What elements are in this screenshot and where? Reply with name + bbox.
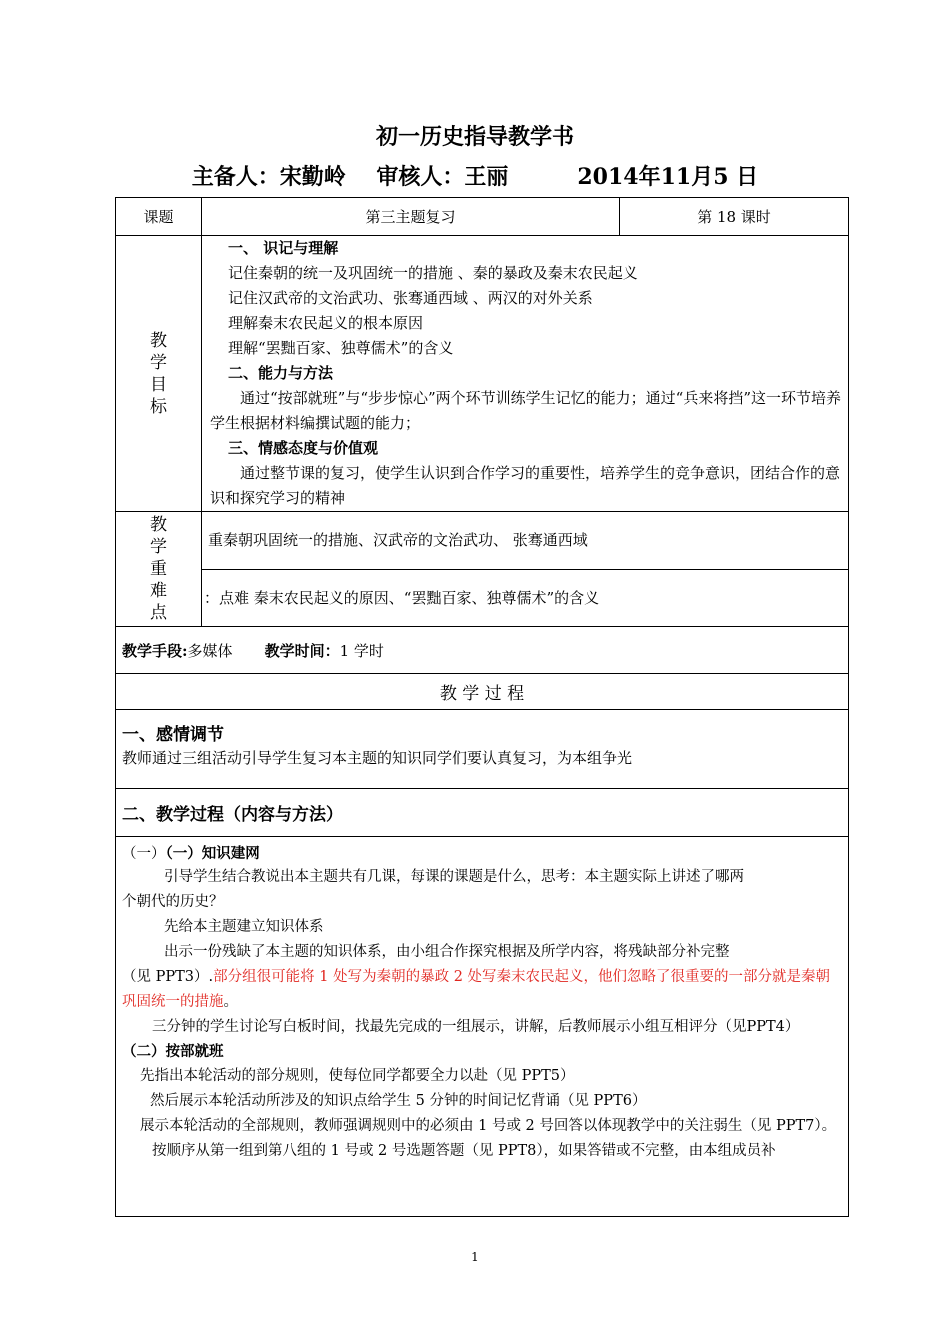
means-label: 教学手段: xyxy=(122,641,188,660)
para-1b: 个朝代的历史？ xyxy=(122,894,224,910)
goals-heading-3: 三、情感态度与价值观 xyxy=(228,439,379,457)
goals-line-2: 记住汉武帝的文治武功、张骞通西域 、两汉的对外关系 xyxy=(228,289,593,307)
goals-content xyxy=(202,236,849,512)
goals-line-3: 理解秦末农民起义的根本原因 xyxy=(228,314,424,332)
para-3b xyxy=(122,965,842,1015)
time-label: 教学时间： xyxy=(264,641,340,660)
topic-label: 课题 xyxy=(116,198,202,236)
goals-para-2: 通过“按部就班”与“步步惊心”两个环节训练学生记忆的能力；通过“兵来将挡”这一环节培养学生根据材料编撰试题的能力； xyxy=(210,389,842,432)
goals-para-3: 通过整节课的复习，使学生认识到合作学习的重要性，培养学生的竞争意识，团结合作的意识和探究学习的精神 xyxy=(210,464,841,507)
para-3b-text: （见 PPT3）. xyxy=(122,969,214,985)
topic-period: 第 18 课时 xyxy=(620,198,849,236)
difficult-points xyxy=(202,570,849,627)
section-1-body: 教师通过三组活动引导学生复习本主题的知识同学们要认真复习，为本组争光 xyxy=(122,749,633,767)
rule-3: 展示本轮活动的全部规则，教师强调规则中的必须由 1 号或 2 号回答以体现教学中的关注弱生（见 PPT7）。 xyxy=(140,1118,837,1134)
para-3-end: 。 xyxy=(223,994,238,1010)
topic-value: 第三主题复习 xyxy=(202,198,620,236)
key-points-text: 重秦朝巩固统一的措施、汉武帝的文治武功、 张骞通西域 xyxy=(208,531,588,549)
sub-heading-1-text: （一）知识建网 xyxy=(165,845,260,862)
lesson-plan-table xyxy=(115,197,849,1217)
goals-heading-2: 二、能力与方法 xyxy=(228,364,334,382)
para-3-red: 部分组很可能将 1 处写为秦朝的暴政 2 处写秦末农民起义，他们忽略了很重要的一部分就是秦朝巩固统一的措施 xyxy=(122,969,831,1010)
para-4: 三分钟的学生讨论写白板时间，找最先完成的一组展示，讲解，后教师展示小组互相评分（见PPT4） xyxy=(152,1019,800,1035)
key-points xyxy=(202,512,849,570)
means-value: 多媒体 xyxy=(187,641,233,660)
goals-line-4: 理解“罢黜百家、独尊儒术”的含义 xyxy=(228,339,454,357)
rule-1: 先指出本轮活动的部分规则，使每位同学都要全力以赴（见 PPT5） xyxy=(140,1068,575,1084)
sub-heading-2: （二）按部就班 xyxy=(122,1043,224,1060)
means-row xyxy=(116,627,849,674)
goals-label: 教学目标 xyxy=(150,330,167,417)
section-1 xyxy=(116,710,849,789)
document-title: 初一历史指导教学书 xyxy=(375,124,574,150)
page-number: 1 xyxy=(471,1250,479,1264)
section-3 xyxy=(116,837,849,1217)
para-2: 先给本主题建立知识体系 xyxy=(164,919,324,935)
keys-label: 教学重难点 xyxy=(150,515,167,623)
sub-heading-1: （一）（一）知识建网 xyxy=(122,845,260,862)
section-2 xyxy=(116,789,849,837)
process-title: 教 学 过 程 xyxy=(116,674,849,710)
rule-4: 按顺序从第一组到第八组的 1 号或 2 号选题答题（见 PPT8），如果答错或不完整，由本组成员补 xyxy=(152,1143,776,1159)
document-subtitle: 主备人：宋勤岭 审核人：王丽 2014年11月5 日 xyxy=(191,164,759,190)
section-1-title: 一、感情调节 xyxy=(122,725,224,745)
goals-heading-1: 一、 识记与理解 xyxy=(228,239,339,257)
para-1a: 引导学生结合教说出本主题共有几课，每课的课题是什么，思考：本主题实际上讲述了哪两 xyxy=(164,869,744,885)
section-2-title: 二、教学过程（内容与方法） xyxy=(122,805,343,825)
goals-label-cell xyxy=(116,236,202,512)
rule-2: 然后展示本轮活动所涉及的知识点给学生 5 分钟的时间记忆背诵（见 PPT6） xyxy=(150,1093,647,1109)
time-value: 1 学时 xyxy=(339,641,384,660)
para-3a: 出示一份残缺了本主题的知识体系，由小组合作探究根据及所学内容，将残缺部分补完整 xyxy=(164,944,730,960)
keys-label-cell xyxy=(116,512,202,627)
goals-line-1: 记住秦朝的统一及巩固统一的措施 、秦的暴政及秦末农民起义 xyxy=(228,264,638,282)
difficult-points-text: ：点难 秦末农民起义的原因、“罢黜百家、独尊儒术”的含义 xyxy=(204,588,600,607)
